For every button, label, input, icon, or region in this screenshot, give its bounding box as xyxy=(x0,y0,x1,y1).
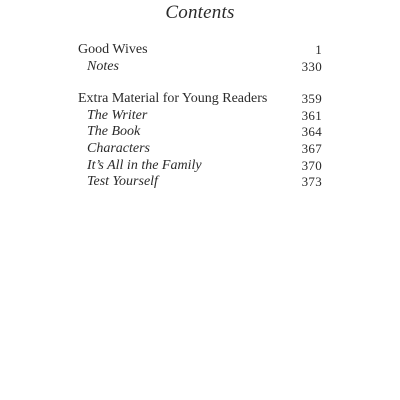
toc-entry-page-number: 367 xyxy=(301,140,322,156)
toc-entry-page-number: 364 xyxy=(301,124,322,140)
group-spacer xyxy=(78,75,322,91)
toc-entry-label: The Writer xyxy=(87,107,148,123)
toc-entry-sub xyxy=(78,158,322,175)
toc-entry-page-number: 359 xyxy=(301,91,322,107)
toc-entry-page-number: 330 xyxy=(301,58,322,74)
toc-entry-label: Test Yourself xyxy=(87,174,158,190)
table-of-contents xyxy=(78,42,322,191)
toc-entry-page-number: 370 xyxy=(301,157,322,173)
toc-entry-label: The Book xyxy=(87,124,141,140)
toc-entry-sub xyxy=(78,174,322,191)
toc-entry-main xyxy=(78,91,322,108)
toc-entry-page-number: 1 xyxy=(315,42,322,57)
toc-entry-label: Good Wives xyxy=(78,42,148,57)
toc-entry-main xyxy=(78,42,322,59)
toc-entry-label: Characters xyxy=(87,140,150,156)
toc-entry-page-number: 361 xyxy=(301,107,322,123)
toc-entry-sub xyxy=(78,124,322,141)
toc-entry-page-number: 373 xyxy=(301,174,322,190)
toc-entry-sub xyxy=(78,141,322,158)
toc-entry-label: Extra Material for Young Readers xyxy=(78,91,268,107)
toc-entry-sub xyxy=(78,108,322,125)
toc-entry-label: Notes xyxy=(87,58,119,74)
toc-entry-sub xyxy=(78,59,322,76)
page-title: Contents xyxy=(165,2,235,23)
toc-entry-label: It’s All in the Family xyxy=(87,157,202,173)
